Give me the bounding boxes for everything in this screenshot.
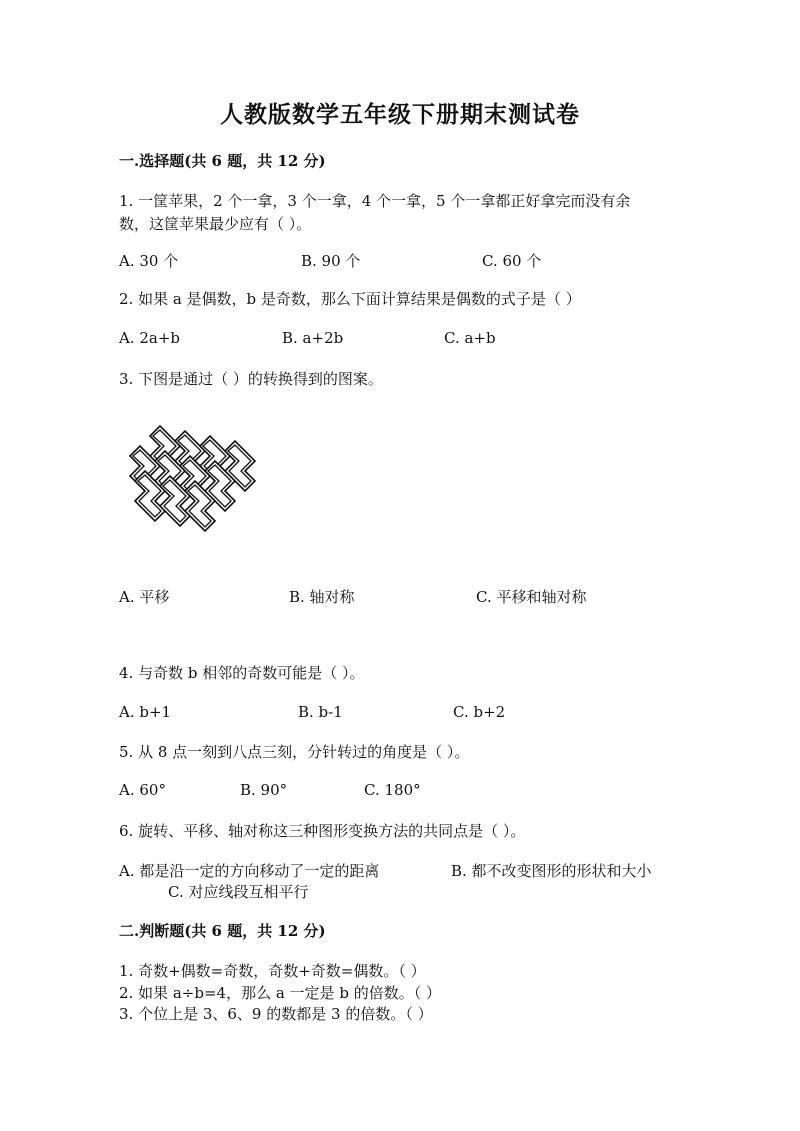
question-1-line-2: 数，这筐苹果最少应有（ ）。 [119,215,312,233]
judgement-item-3: 3. 个位上是 3、6、9 的数都是 3 的倍数。（ ） [119,1005,433,1023]
question-5-option-b: B. 90° [240,781,288,799]
question-4-option-a: A. b+1 [119,703,172,721]
question-5-option-a: A. 60° [119,781,166,799]
question-1-option-a: A. 30 个 [119,252,179,270]
question-6-option-a: A. 都是沿一定的方向移动了一定的距离 [119,862,380,880]
question-3-option-a: A. 平移 [119,588,170,606]
question-5-option-c: C. 180° [364,781,421,799]
question-2-option-a: A. 2a+b [119,329,181,347]
judgement-item-1: 1. 奇数+偶数=奇数，奇数+奇数=偶数。（ ） [119,962,426,980]
section-heading-judgement: 二.判断题(共 6 题，共 12 分) [119,922,326,940]
question-4-text: 4. 与奇数 b 相邻的奇数可能是（ ）。 [119,664,365,682]
question-4-option-b: B. b-1 [298,703,343,721]
page-title: 人教版数学五年级下册期末测试卷 [220,101,580,128]
question-2-option-b: B. a+2b [282,329,344,347]
tessellation-figure [118,418,268,538]
question-6-text: 6. 旋转、平移、轴对称这三种图形变换方法的共同点是（ ）。 [119,822,526,840]
question-6-option-b: B. 都不改变图形的形状和大小 [451,862,652,880]
question-3-option-b: B. 轴对称 [289,588,355,606]
section-heading-choice: 一.选择题(共 6 题，共 12 分) [119,152,326,170]
question-3-text: 3. 下图是通过（ ）的转换得到的图案。 [119,370,383,388]
judgement-item-2: 2. 如果 a÷b=4，那么 a 一定是 b 的倍数。（ ） [119,984,441,1002]
question-3-option-c: C. 平移和轴对称 [476,588,587,606]
question-6-option-c: C. 对应线段互相平行 [168,883,309,901]
question-4-option-c: C. b+2 [453,703,506,721]
question-2-text: 2. 如果 a 是偶数，b 是奇数，那么下面计算结果是偶数的式子是（ ） [119,290,581,308]
question-1-option-b: B. 90 个 [301,252,361,270]
question-1-option-c: C. 60 个 [482,252,542,270]
question-2-option-c: C. a+b [444,329,496,347]
question-5-text: 5. 从 8 点一刻到八点三刻，分针转过的角度是（ ）。 [119,743,470,761]
question-1-line-1: 1. 一筐苹果，2 个一拿，3 个一拿，4 个一拿，5 个一拿都正好拿完而没有余 [119,192,631,210]
